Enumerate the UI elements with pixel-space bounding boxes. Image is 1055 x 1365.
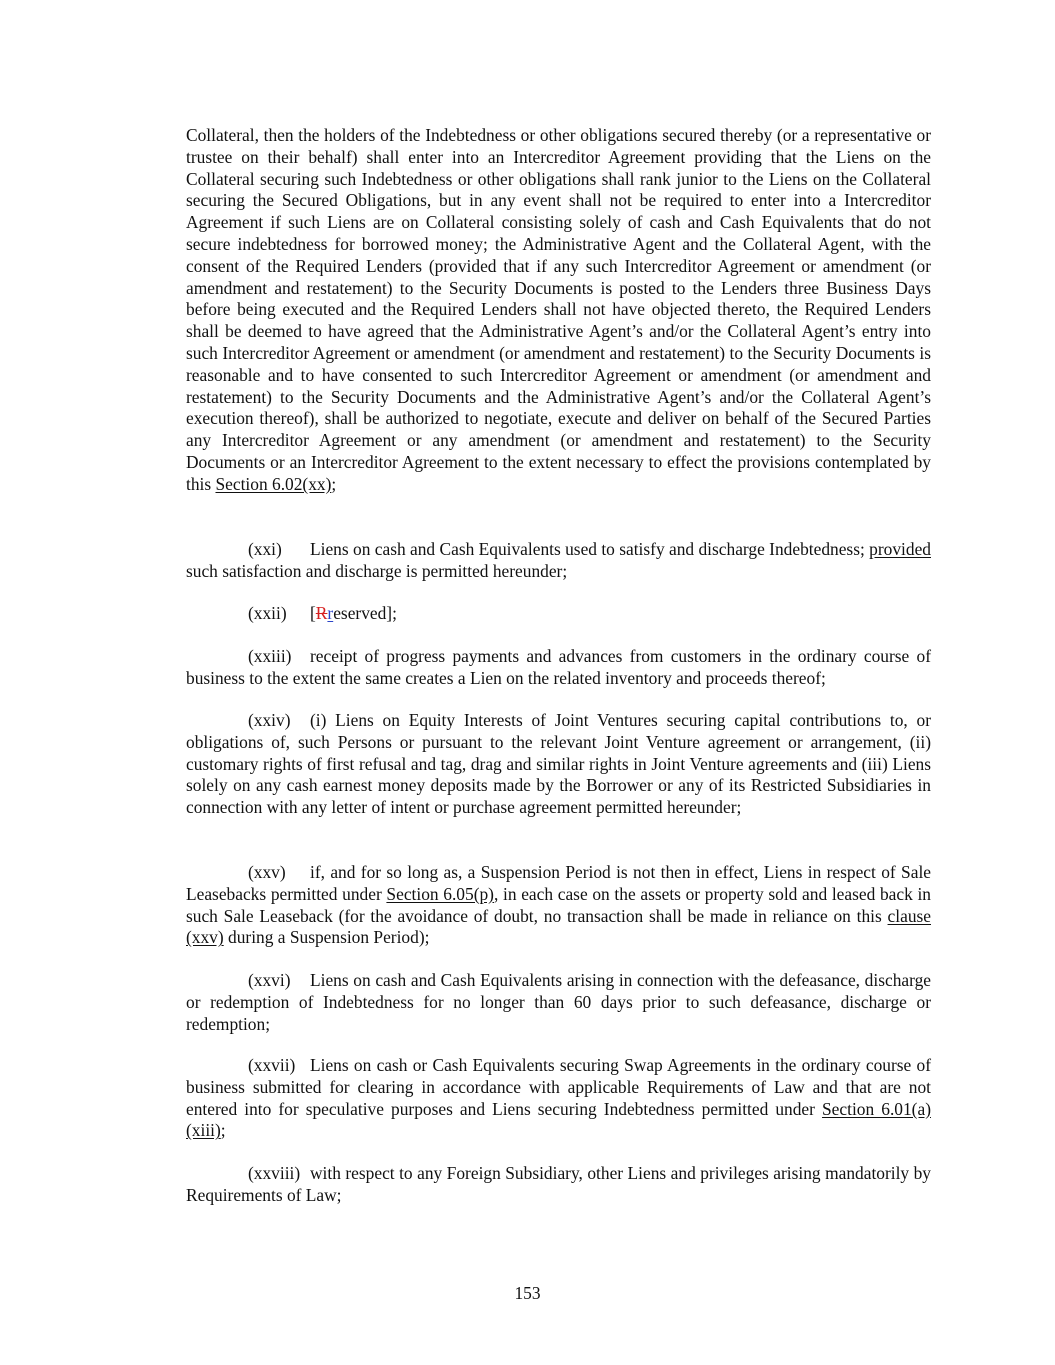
clause-text-end: ;: [220, 1120, 226, 1141]
clause-text: receipt of progress payments and advances from customers in the ordinary course of business to the extent the same creates a Lien on the related inventory and proceeds thereof;: [186, 646, 931, 688]
clause-xxvi: [186, 970, 931, 1035]
clause-number: (xxii): [248, 603, 287, 623]
clause-text: eserved];: [333, 603, 397, 623]
section-reference: Section 6.01(a)(xiii): [186, 1098, 931, 1141]
paragraph-collateral-continuation: [186, 125, 931, 496]
section-reference: Section 6.05(p): [386, 883, 494, 904]
section-reference: Section 6.02(xx): [215, 473, 332, 494]
clause-number: (xxvii): [248, 1055, 296, 1075]
clause-number: (xxi): [248, 539, 282, 559]
clause-number: (xxv): [248, 862, 286, 882]
clause-xxviii: [186, 1163, 931, 1207]
clause-xxiii: [186, 646, 931, 690]
clause-text-middle: , in each case on the assets or property sold and leased back in such Sale Leaseback (for the avoidance of doubt, no transaction shall be made in reliance on this: [186, 883, 931, 926]
clause-text: (i) Liens on Equity Interests of Joint Ventures securing capital contributions to, or obligations of, such Persons or pursuant to the relevant Joint Venture agreement or arrangement, (ii) customary rights of first refusal and tag, drag and similar rights in Joint Venture agreements and (iii) Liens solely on any cash earnest money deposits made by the Borrower or any of its Restricted Subsidiaries in connection with any letter of intent or purchase agreement permitted hereunder;: [186, 710, 931, 818]
clause-text: Liens on cash or Cash Equivalents securing Swap Agreements in the ordinary course of business submitted for clearing in accordance with applicable Requirements of Law and that are not entered into for speculative purposes and Liens securing Indebtedness permitted under: [186, 1055, 931, 1119]
defined-term-provided: provided: [869, 539, 931, 559]
clause-xxvii: [186, 1055, 931, 1142]
clause-text: Liens on cash and Cash Equivalents used to satisfy and discharge Indebtedness;: [310, 539, 870, 559]
clause-text-end: such satisfaction and discharge is permitted hereunder;: [186, 560, 568, 581]
clause-xxiv: [186, 710, 931, 819]
clause-xxi: [186, 539, 931, 583]
paragraph-text: Collateral, then the holders of the Indebtedness or other obligations secured thereby (or a representative or trustee on their behalf) shall enter into an Intercreditor Agreement providing that the Liens on the Collateral securing such Indebtedness or other obligations shall rank junior to the Liens on the Collateral securing the Secured Obligations, but in any event shall not be required to enter into a Intercreditor Agreement if such Liens are on Collateral consisting solely of cash and Cash Equivalents that do not secure indebtedness for borrowed money; the Administrative Agent and the Collateral Agent, with the consent of the Required Lenders (provided that if any such Intercreditor Agreement or amendment (or amendment and restatement) to the Security Documents is posted to the Lenders three Business Days before being executed and the Required Lenders shall not have objected thereto, the Required Lenders shall be deemed to have agreed that the Administrative Agent’s and/or the Collateral Agent’s entry into such Intercreditor Agreement or amendment (or amendment and restatement) to the Security Documents is reasonable and to have consented to such Intercreditor Agreement or amendment (or amendment and restatement) to the Security Documents and the Administrative Agent’s and/or the Collateral Agent’s execution thereof), shall be authorized to negotiate, execute and deliver on behalf of the Secured Parties any Intercreditor Agreement or any amendment (or amendment and restatement) to the Security Documents or an Intercreditor Agreement to the extent necessary to effect the provisions contemplated by this: [186, 125, 931, 494]
clause-xxv: [186, 862, 931, 949]
clause-reference: clause (xxv): [186, 905, 931, 948]
bracket-open: [: [310, 603, 316, 623]
page-number: 153: [514, 1283, 541, 1303]
clause-text: if, and for so long as, a Suspension Period is not then in effect, Liens in respect of Sale Leasebacks permitted under: [186, 862, 931, 904]
clause-number: (xxvi): [248, 970, 291, 990]
paragraph-text-end: ;: [331, 473, 337, 494]
clause-text-end: during a Suspension Period);: [223, 927, 430, 948]
clause-text: with respect to any Foreign Subsidiary, other Liens and privileges arising mandatorily by Requirements of Law;: [186, 1163, 931, 1205]
deleted-text-markup: R: [315, 603, 328, 623]
clause-number: (xxviii): [248, 1163, 301, 1183]
clause-text: Liens on cash and Cash Equivalents arising in connection with the defeasance, discharge or redemption of Indebtedness for no longer than 60 days prior to such defeasance, discharge or redemption;: [186, 970, 931, 1034]
inserted-text-markup: r: [327, 603, 334, 623]
clause-number: (xxiv): [248, 710, 291, 730]
clause-xxii: [186, 603, 931, 625]
clause-number: (xxiii): [248, 646, 292, 666]
